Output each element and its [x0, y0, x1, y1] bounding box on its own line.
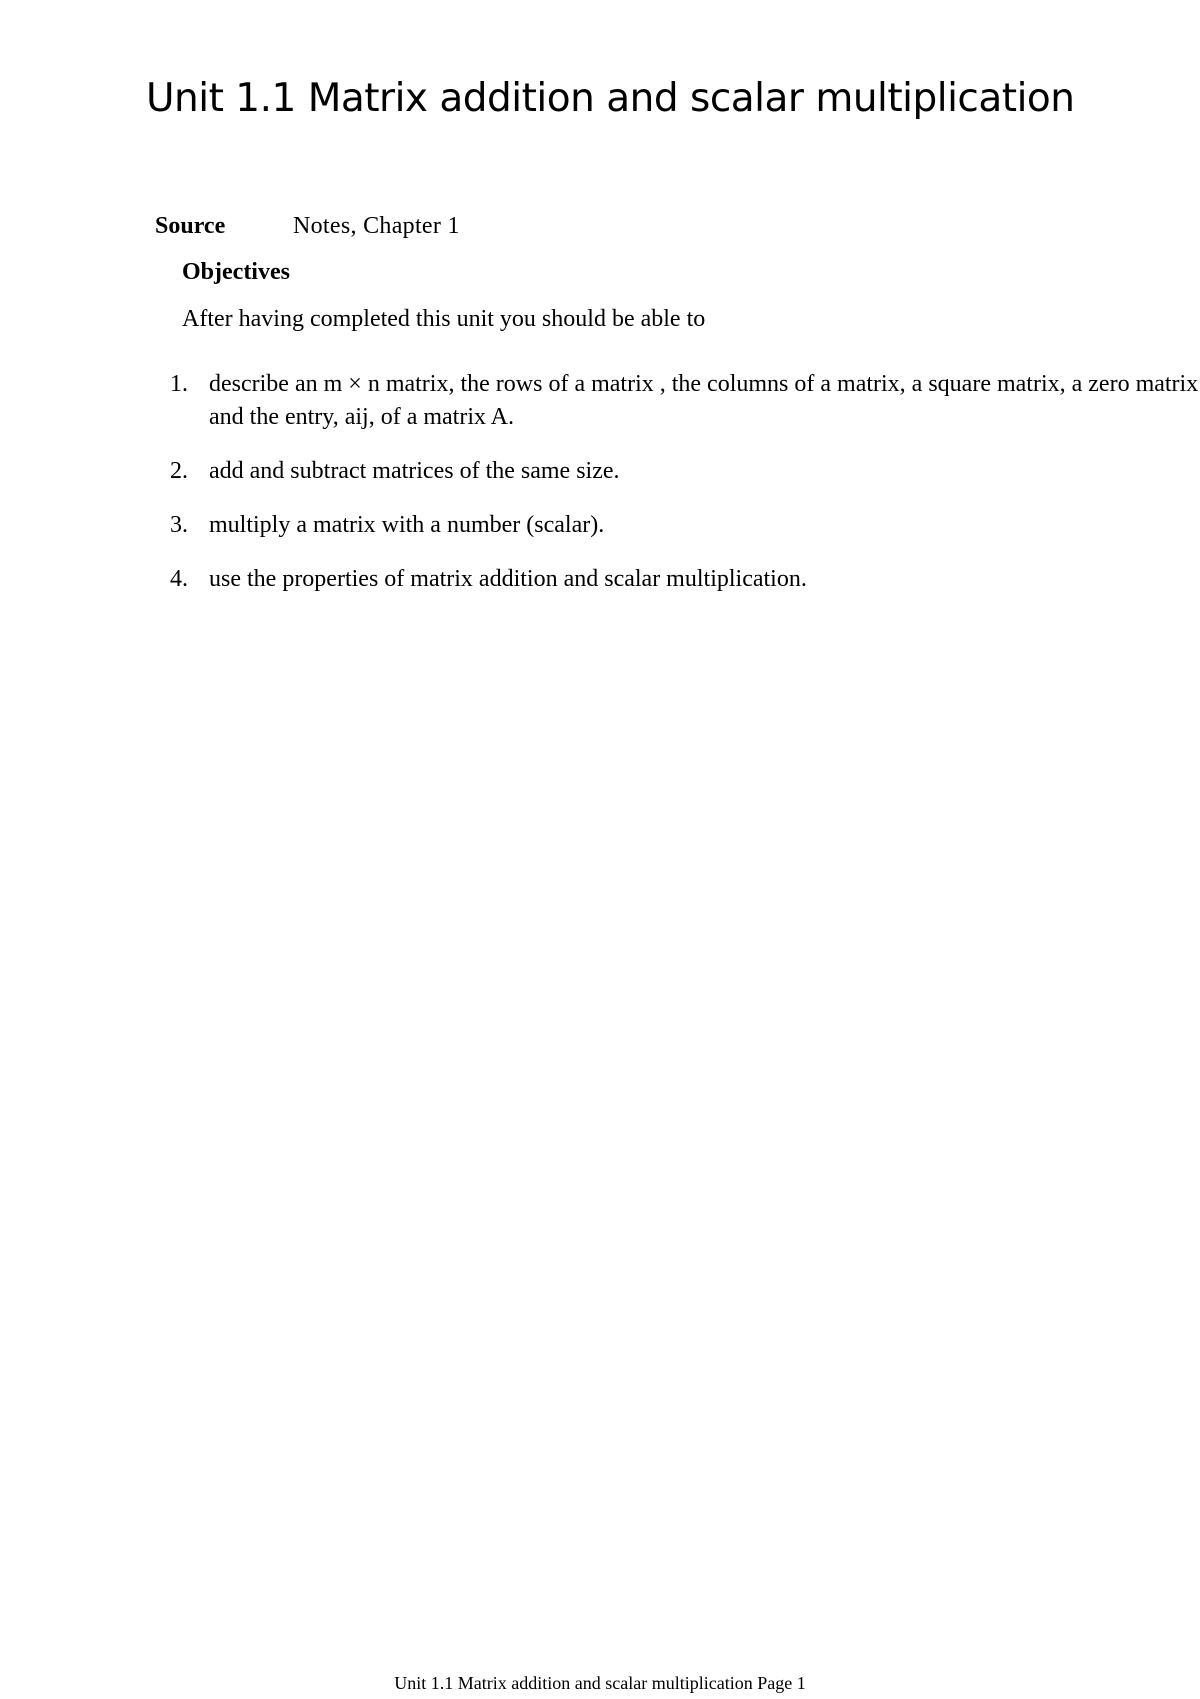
page-footer: Unit 1.1 Matrix addition and scalar multiplication Page 1 [394, 1673, 806, 1693]
objectives-heading: Objectives [182, 259, 290, 285]
list-item [170, 563, 1200, 596]
objectives-intro: After having completed this unit you should be able to [182, 306, 706, 332]
source-line [155, 213, 460, 240]
list-item-text: multiply a matrix with a number (scalar). [209, 512, 605, 538]
source-label: Source [155, 213, 226, 239]
list-item-text: use the properties of matrix addition and scalar multiplication. [209, 566, 807, 592]
page-title: Unit 1.1 Matrix addition and scalar multiplication [146, 76, 1075, 121]
list-item-text: add and subtract matrices of the same size. [209, 458, 620, 484]
source-value: Notes, Chapter 1 [293, 213, 460, 239]
list-item [170, 509, 1200, 542]
list-item-text: describe an m × n matrix, the rows of a matrix , the columns of a matrix, a square matrix, a zero matrix and the entry, aij, of a matrix A. [209, 371, 1199, 430]
list-item-number: 1. [170, 371, 188, 397]
list-item-number: 2. [170, 458, 188, 484]
list-item-number: 4. [170, 566, 188, 592]
list-item-number: 3. [170, 512, 188, 538]
list-item [170, 368, 1200, 434]
list-item [170, 455, 1200, 488]
objectives-list [170, 368, 1200, 617]
